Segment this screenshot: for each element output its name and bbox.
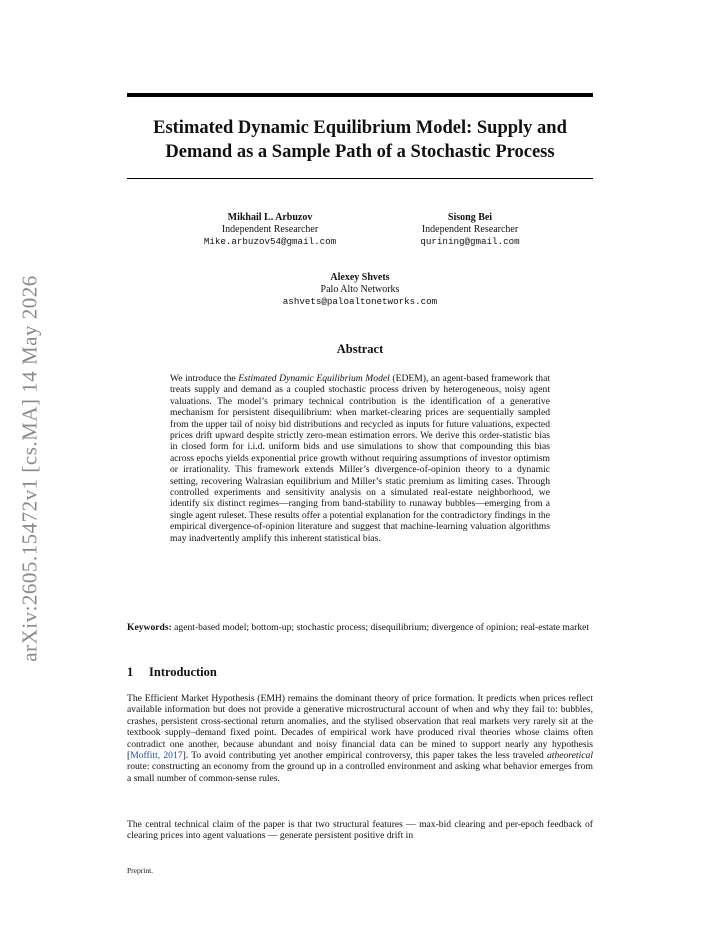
abstract-body: (EDEM), an agent-based framework that treats supply and demand as a coupled stochastic process driven by heterogeneous, noisy agent valuations. The model’s primary technical contribution is the identification of a generative mechanism for persistent disequilibrium: when market-clearing prices are sequentially sampled from the upper tail of noisy bid distributions and recycled as inputs for future valuations, expected prices drift upward despite strictly zero-mean estimation errors. We derive this order-statistic bias in closed form for i.i.d. uniform bids and use simulations to show that compounding this bias across epochs yields exponential price growth without requiring assumptions of investor optimism or irrationality. This framework extends Miller’s divergence-of-opinion theory to a dynamic setting, recovering Walrasian equilibrium and Miller’s static premium as limiting cases. Through controlled experiments and sensitivity analysis on a simulated real-estate neighborhood, we identify six distinct regimes—ranging from band-stability to runaway bubbles—emerging from a single agent ruleset. These results offer a potential explanation for the contradictory findings in the empirical divergence-of-opinion literature and suggest that machine-learning valuation algorithms may inadvertently amplify this inherent statistical bias. xyxy=(170,373,550,544)
para1-part-b: ]. To avoid contributing yet another empirical controversy, this paper takes the less traveled xyxy=(182,750,547,762)
para1-emphasis: atheoretical xyxy=(546,750,593,762)
author-affiliation: Independent Researcher xyxy=(221,224,319,235)
para1-part-c: route: constructing an economy from the ground up in a controlled environment and asking what behavior emerges from a small number of common-sense rules. xyxy=(127,761,593,784)
abstract-heading: Abstract xyxy=(336,342,384,356)
arxiv-identifier-text: arXiv:2605.15472v1 [cs.MA] 14 May 2026 xyxy=(17,274,42,662)
section-heading xyxy=(127,665,593,680)
author-name: Mikhail L. Arbuzov xyxy=(227,212,313,223)
title-top-rule xyxy=(127,93,593,97)
section-number: 1 xyxy=(127,665,134,679)
arxiv-identifier xyxy=(6,248,54,688)
title-bottom-rule xyxy=(127,178,593,179)
footer-note: Preprint. xyxy=(127,866,154,875)
author-name: Alexey Shvets xyxy=(330,272,390,283)
abstract-intro: We introduce the xyxy=(170,373,239,384)
para1-part-a: The Efficient Market Hypothesis (EMH) remains the dominant theory of price formation. It predicts when prices reflect available information but does not provide a generative microstructural account of when and why they fail to: bubbles, crashes, persistent cross-sectional return anomalies, and the stylised observation that real markets very rarely sit at the textbook supply–demand fixed point. Decades of empirical work have produced rival theories whose claims often contradict one another, because abundant and noisy financial data can be mined to support nearly any hypothesis [ xyxy=(127,693,593,762)
paper-title: Estimated Dynamic Equilibrium Model: Supply and Demand as a Sample Path of a Stochastic Process xyxy=(153,118,567,162)
author-email[interactable]: qurining@gmail.com xyxy=(420,236,520,247)
keywords xyxy=(127,622,593,633)
author-name: Sisong Bei xyxy=(447,212,493,223)
author-email[interactable]: Mike.arbuzov54@gmail.com xyxy=(203,236,337,247)
author-block-1 xyxy=(180,212,360,248)
citation-link[interactable]: Moffitt, 2017 xyxy=(130,750,183,762)
section-title: Introduction xyxy=(149,665,217,679)
author-affiliation: Palo Alto Networks xyxy=(320,284,400,295)
keywords-text: agent-based model; bottom-up; stochastic process; disequilibrium; divergence of opinion; real-estate market xyxy=(171,622,590,633)
abstract-model-name: Estimated Dynamic Equilibrium Model xyxy=(238,373,390,384)
abstract-text xyxy=(170,373,550,544)
author-block-2 xyxy=(380,212,560,248)
author-affiliation: Independent Researcher xyxy=(421,224,519,235)
intro-paragraph-1 xyxy=(127,693,593,784)
keywords-label: Keywords: xyxy=(127,622,172,633)
author-block-3 xyxy=(240,272,480,308)
author-email[interactable]: ashvets@paloaltonetworks.com xyxy=(282,296,438,307)
intro-paragraph-2: The central technical claim of the paper is that two structural features — max-bid clearing and per-epoch feedback of clearing prices into agent valuations — generate persistent positive drift in xyxy=(127,819,593,842)
